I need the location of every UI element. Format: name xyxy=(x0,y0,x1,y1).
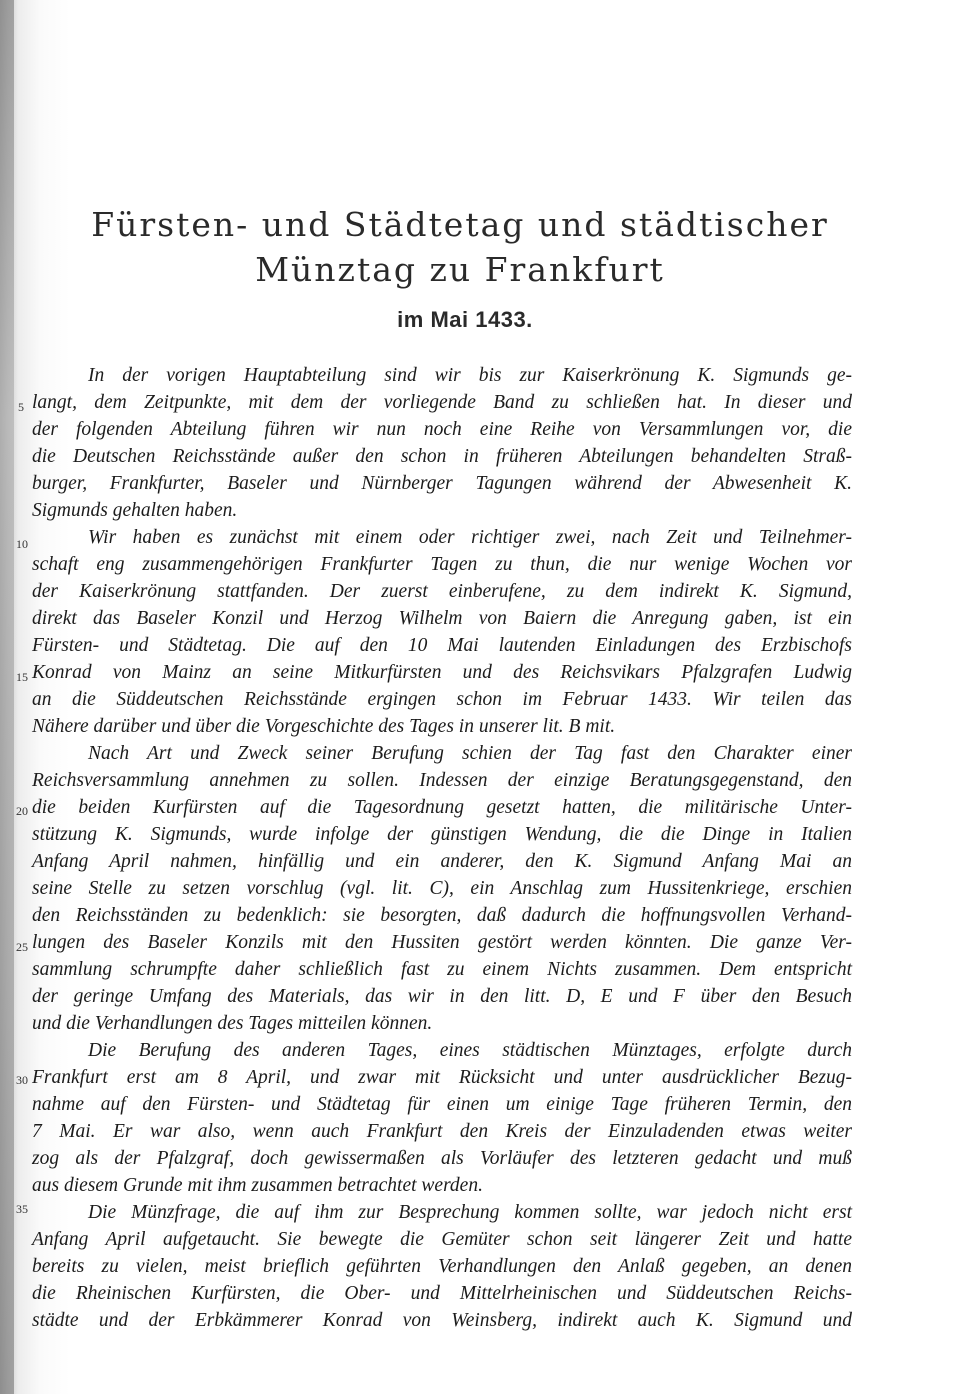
text-line: zog als der Pfalzgraf, doch gewissermaßen als Vorläufer des letzteren gedacht und muß xyxy=(32,1148,852,1169)
text-line: Sigmunds gehalten haben. xyxy=(32,500,238,521)
text-line: Fürsten- und Städtetag. Die auf den 10 Mai lautenden Einladungen des Erzbischofs xyxy=(32,635,852,656)
text-line: 7 Mai. Er war also, wenn auch Frankfurt den Kreis der Einzuladenden etwas weiter xyxy=(32,1121,852,1142)
text-line: Nach Art und Zweck seiner Berufung schien der Tag fast den Charakter einer xyxy=(88,743,852,764)
text-line: die Deutschen Reichsstände außer den schon in früheren Abteilungen behandelten Straß- xyxy=(32,446,852,467)
text-line: die Rheinischen Kurfürsten, die Ober- und Mittelrheinischen und Süddeutschen Reichs- xyxy=(32,1283,852,1304)
line-number: 20 xyxy=(16,804,28,818)
text-line: Die Berufung des anderen Tages, eines städtischen Münztages, erfolgte durch xyxy=(88,1040,852,1061)
text-line: der geringe Umfang des Materials, das wir in den litt. D, E und F über den Besuch xyxy=(32,986,852,1007)
text-line: stützung K. Sigmunds, wurde infolge der günstigen Wendung, die die Dinge in Italien xyxy=(32,824,852,845)
text-line: städte und der Erbkämmerer Konrad von Weinsberg, indirekt auch K. Sigmund und xyxy=(32,1310,852,1331)
text-line: und die Verhandlungen des Tages mitteilen können. xyxy=(32,1013,433,1034)
line-number: 30 xyxy=(16,1073,28,1087)
text-line: burger, Frankfurter, Baseler und Nürnberger Tagungen während der Abwesenheit K. xyxy=(32,473,852,494)
text-line: den Reichsständen zu bedenklich: sie besorgten, daß dadurch die hoffnungsvollen Verhand- xyxy=(32,905,852,926)
text-line: seine Stelle zu setzen vorschlug (vgl. lit. C), ein Anschlag zum Hussitenkriege, erschien xyxy=(32,878,852,899)
text-line: der folgenden Abteilung führen wir nun noch eine Reihe von Versammlungen vor, die xyxy=(32,419,852,440)
text-line: der Kaiserkrönung stattfanden. Der zuerst einberufene, zu dem indirekt K. Sigmund, xyxy=(32,581,852,602)
line-number: 25 xyxy=(16,940,28,954)
text-line: Frankfurt erst am 8 April, und zwar mit Rücksicht und unter ausdrücklicher Bezug- xyxy=(32,1067,852,1088)
text-line: an die Süddeutschen Reichsstände ergingen schon im Februar 1433. Wir teilen das xyxy=(32,689,852,710)
page-spine-shadow xyxy=(0,0,14,1394)
text-line: Anfang April nahmen, hinfällig und ein anderer, den K. Sigmund Anfang Mai an xyxy=(32,851,852,872)
text-line: nahme auf den Fürsten- und Städtetag für einen um einige Tage früheren Termin, den xyxy=(32,1094,852,1115)
text-line: aus diesem Grunde mit ihm zusammen betrachtet werden. xyxy=(32,1175,483,1196)
text-line: In der vorigen Hauptabteilung sind wir bis zur Kaiserkrönung K. Sigmunds ge- xyxy=(88,365,852,386)
text-line: lungen des Baseler Konzils mit den Hussiten gestört werden könnten. Die ganze Ver- xyxy=(32,932,852,953)
text-line: schaft eng zusammengehörigen Frankfurter Tagen zu thun, die nur wenige Wochen vor xyxy=(32,554,852,575)
line-number: 10 xyxy=(16,537,28,551)
text-line: sammlung schrumpfte daher schließlich fast zu einem Nichts zusammen. Dem entspricht xyxy=(32,959,852,980)
text-line: Wir haben es zunächst mit einem oder richtiger zwei, nach Zeit und Teilnehmer- xyxy=(88,527,852,548)
text-line: direkt das Baseler Konzil und Herzog Wilhelm von Baiern die Anregung gaben, ist ein xyxy=(32,608,852,629)
title-line-3: im Mai 1433. xyxy=(397,307,533,332)
text-line: die beiden Kurfürsten auf die Tagesordnung gesetzt hatten, die militärische Unter- xyxy=(32,797,852,818)
text-line: Reichsversammlung annehmen zu sollen. Indessen der einzige Beratungsgegenstand, den xyxy=(32,770,852,791)
line-number: 15 xyxy=(16,670,28,684)
text-line: Nähere darüber und über die Vorgeschichte des Tages in unserer lit. B mit. xyxy=(32,716,616,737)
text-line: Anfang April aufgetaucht. Sie bewegte die Gemüter schon seit längerer Zeit und hatte xyxy=(32,1229,852,1250)
text-line: bereits zu vielen, meist brieflich geführten Verhandlungen den Anlaß gegeben, an denen xyxy=(32,1256,852,1277)
line-number: 35 xyxy=(16,1202,28,1216)
title-line-1: Fürsten- und Städtetag und städtischer xyxy=(91,205,829,244)
text-line: langt, dem Zeitpunkte, mit dem der vorliegende Band zu schließen hat. In dieser und xyxy=(32,392,852,413)
text-line: Die Münzfrage, die auf ihm zur Besprechung kommen sollte, war jedoch nicht erst xyxy=(88,1202,852,1223)
title-line-2: Münztag zu Frankfurt xyxy=(255,250,665,289)
line-number: 5 xyxy=(18,400,24,414)
text-line: Konrad von Mainz an seine Mitkurfürsten und des Reichsvikars Pfalzgrafen Ludwig xyxy=(32,662,852,683)
